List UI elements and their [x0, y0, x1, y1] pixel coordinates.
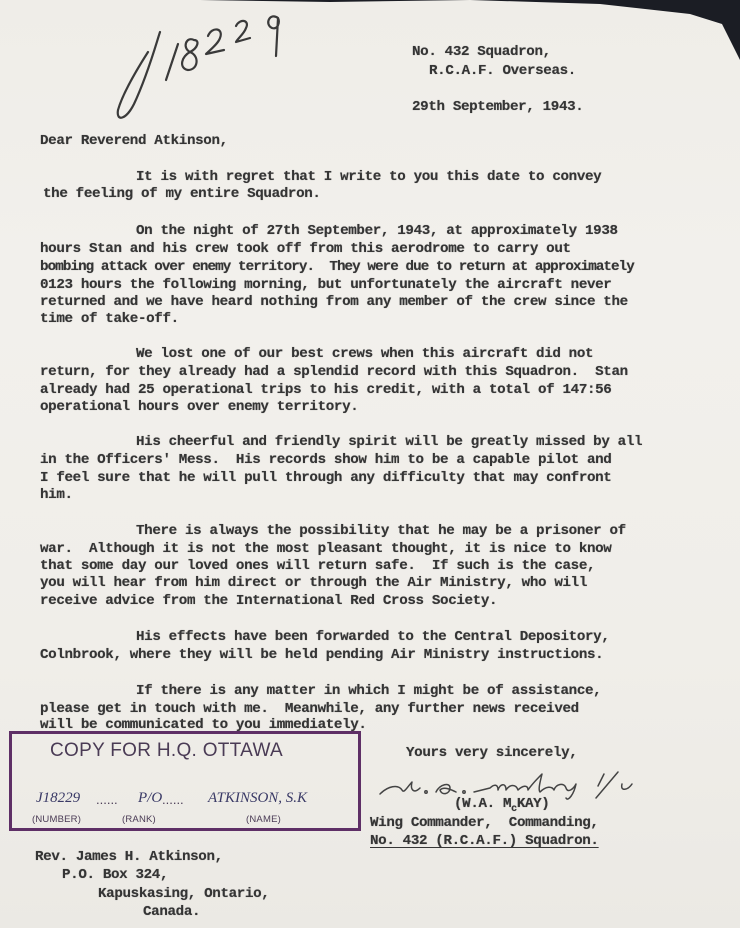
paragraph-2-line-4: 0123 hours the following morning, but unfortunately the aircraft never: [40, 277, 612, 293]
signatory-unit: No. 432 (R.C.A.F.) Squadron.: [370, 833, 599, 849]
paragraph-3-line-1: We lost one of our best crews when this aircraft did not: [136, 346, 594, 362]
paragraph-2-line-2: hours Stan and his crew took off from this aerodrome to carry out: [40, 241, 571, 257]
paragraph-6-line-2: Colnbrook, where they will be held pending Air Ministry instructions.: [40, 647, 604, 663]
paragraph-7-line-1: If there is any matter in which I might be of assistance,: [136, 683, 602, 699]
paragraph-5-line-3: that some day our loved ones will return safe. If such is the case,: [40, 558, 596, 574]
paragraph-2-line-5: returned and we have heard nothing from any member of the crew since the: [40, 294, 628, 310]
paragraph-2-line-3: bombing attack over enemy territory. They were due to return at approximately: [40, 259, 634, 275]
stamp-name-value: ATKINSON, S.K: [208, 790, 308, 806]
address-line-1: Rev. James H. Atkinson,: [35, 849, 223, 865]
paragraph-7-line-3: will be communicated to you immediately.: [40, 717, 367, 733]
letter-date: 29th September, 1943.: [412, 99, 584, 115]
signatory-name: (W.A. $M_cKAY$): [454, 796, 550, 815]
stamp-name-label: (NAME): [246, 814, 281, 825]
stamp-number-label: (NUMBER): [32, 814, 82, 825]
paragraph-5-line-5: receive advice from the International Red Cross Society.: [40, 593, 498, 609]
paragraph-7-line-2: please get in touch with me. Meanwhile, any further news received: [40, 701, 579, 717]
stamp-dots-2: ......: [162, 792, 184, 807]
paragraph-5-line-4: you will hear from him direct or through the Air Ministry, who will: [40, 575, 587, 591]
paragraph-4-line-4: him.: [40, 487, 73, 503]
address-line-3: Kapuskasing, Ontario,: [98, 886, 270, 902]
paragraph-1-line-2: the feeling of my entire Squadron.: [43, 186, 321, 202]
paragraph-4-line-3: I feel sure that he will pull through any difficulty that may confront: [40, 470, 612, 486]
paragraph-3-line-3: already had 25 operational trips to his credit, with a total of 147:56: [40, 382, 612, 398]
signatory-title: Wing Commander, Commanding,: [370, 815, 599, 831]
unit-line-2: R.C.A.F. Overseas.: [429, 63, 576, 79]
paragraph-4-line-1: His cheerful and friendly spirit will be greatly missed by all: [136, 434, 643, 450]
stamp-title: COPY FOR H.Q. OTTAWA: [50, 740, 283, 761]
address-line-4: Canada.: [143, 904, 201, 920]
handwritten-file-number: [108, 4, 288, 124]
paragraph-1-line-1: It is with regret that I write to you this date to convey: [136, 169, 602, 185]
paragraph-3-line-2: return, for they already had a splendid record with this Squadron. Stan: [40, 364, 628, 380]
closing: Yours very sincerely,: [406, 745, 578, 761]
paragraph-2-line-1: On the night of 27th September, 1943, at approximately 1938: [136, 223, 618, 239]
paragraph-4-line-2: in the Officers' Mess. His records show him to be a capable pilot and: [40, 452, 612, 468]
salutation: Dear Reverend Atkinson,: [40, 133, 228, 149]
paragraph-2-line-6: time of take-off.: [40, 311, 179, 327]
stamp-rank-label: (RANK): [122, 814, 156, 825]
stamp-dots-1: ......: [96, 792, 118, 807]
copy-stamp: [9, 731, 361, 831]
paragraph-5-line-1: There is always the possibility that he may be a prisoner of: [136, 523, 626, 539]
paragraph-6-line-1: His effects have been forwarded to the Central Depository,: [136, 629, 610, 645]
unit-line-1: No. 432 Squadron,: [412, 44, 551, 60]
paragraph-3-line-4: operational hours over enemy territory.: [40, 399, 359, 415]
paragraph-5-line-2: war. Although it is not the most pleasant thought, it is nice to know: [40, 541, 612, 557]
address-line-2: P.O. Box 324,: [62, 867, 169, 883]
stamp-number-value: J18229: [36, 790, 81, 806]
stamp-rank-value: P/O: [138, 790, 163, 806]
